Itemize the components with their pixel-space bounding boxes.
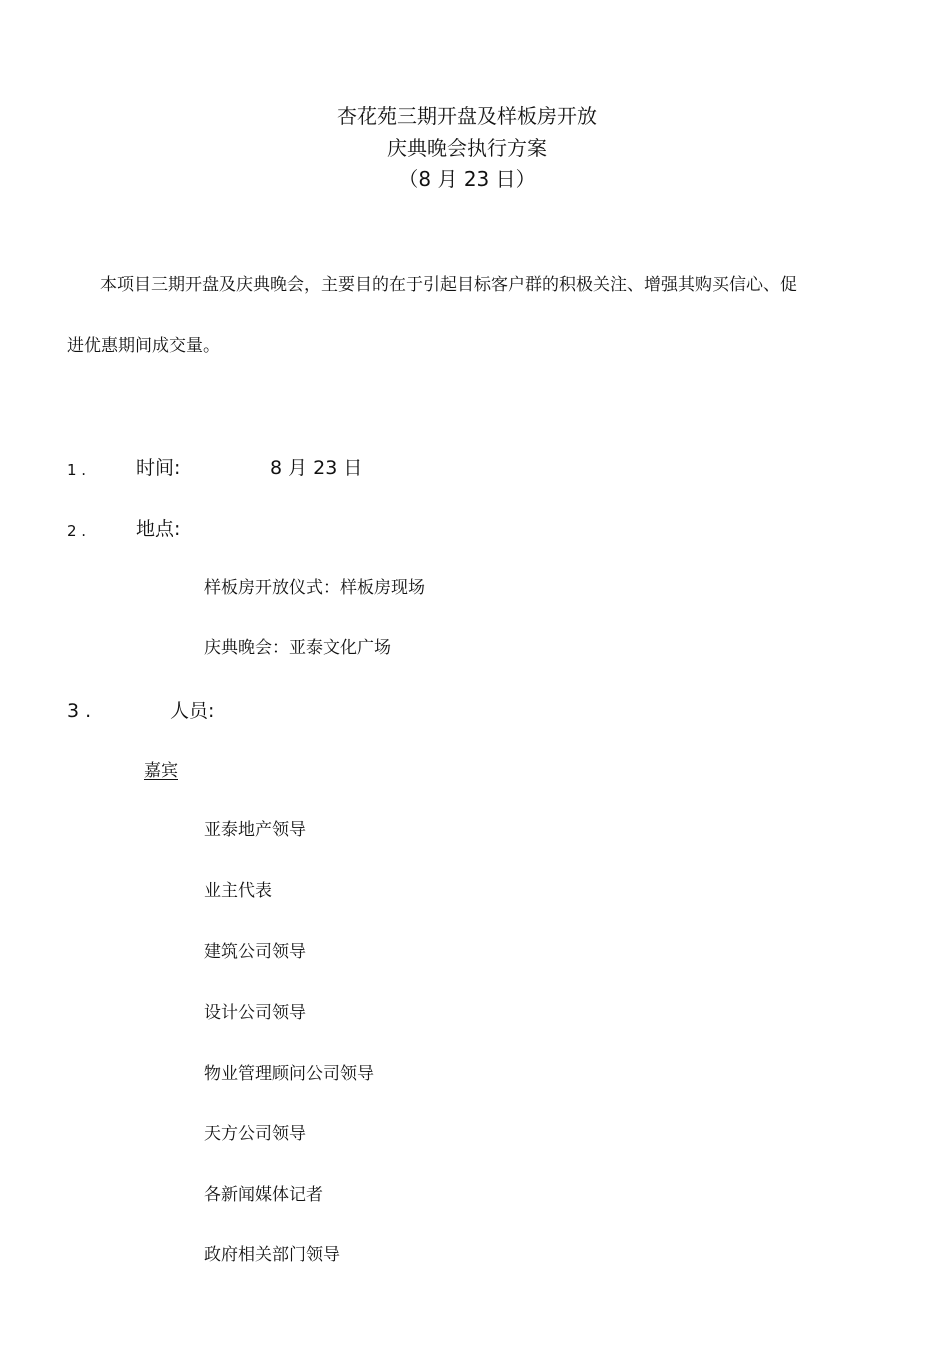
section-3-label: 人员: (170, 700, 215, 722)
section-1-number: 1 . (67, 461, 87, 479)
guests-subheading: 嘉宾 (144, 761, 178, 781)
guest-item: 政府相关部门领导 (204, 1245, 340, 1265)
document-title-line-2: 庆典晚会执行方案 (387, 136, 547, 160)
guest-item: 天方公司领导 (204, 1124, 306, 1144)
document-title-date: （8 月 23 日） (398, 167, 536, 191)
guest-item: 物业管理顾问公司领导 (204, 1064, 374, 1084)
intro-line-1: 本项目三期开盘及庆典晚会，主要目的在于引起目标客户群的积极关注、增强其购买信心、促 (100, 275, 797, 295)
intro-line-2: 进优惠期间成交量。 (67, 336, 220, 356)
guest-item: 亚泰地产领导 (204, 820, 306, 840)
guest-item: 设计公司领导 (204, 1003, 306, 1023)
section-2-label: 地点: (136, 518, 181, 540)
section-2-number: 2 . (67, 522, 87, 540)
guest-item: 建筑公司领导 (204, 942, 306, 962)
guest-item: 业主代表 (204, 881, 272, 901)
section-3-number: 3 . (67, 700, 92, 722)
guest-item: 各新闻媒体记者 (204, 1185, 323, 1205)
section-1-label: 时间: (136, 457, 181, 479)
document-title-line-1: 杏花苑三期开盘及样板房开放 (337, 104, 597, 128)
place-item: 样板房开放仪式：样板房现场 (204, 578, 425, 598)
section-1-value: 8 月 23 日 (270, 457, 363, 479)
place-item: 庆典晚会：亚泰文化广场 (204, 638, 391, 658)
